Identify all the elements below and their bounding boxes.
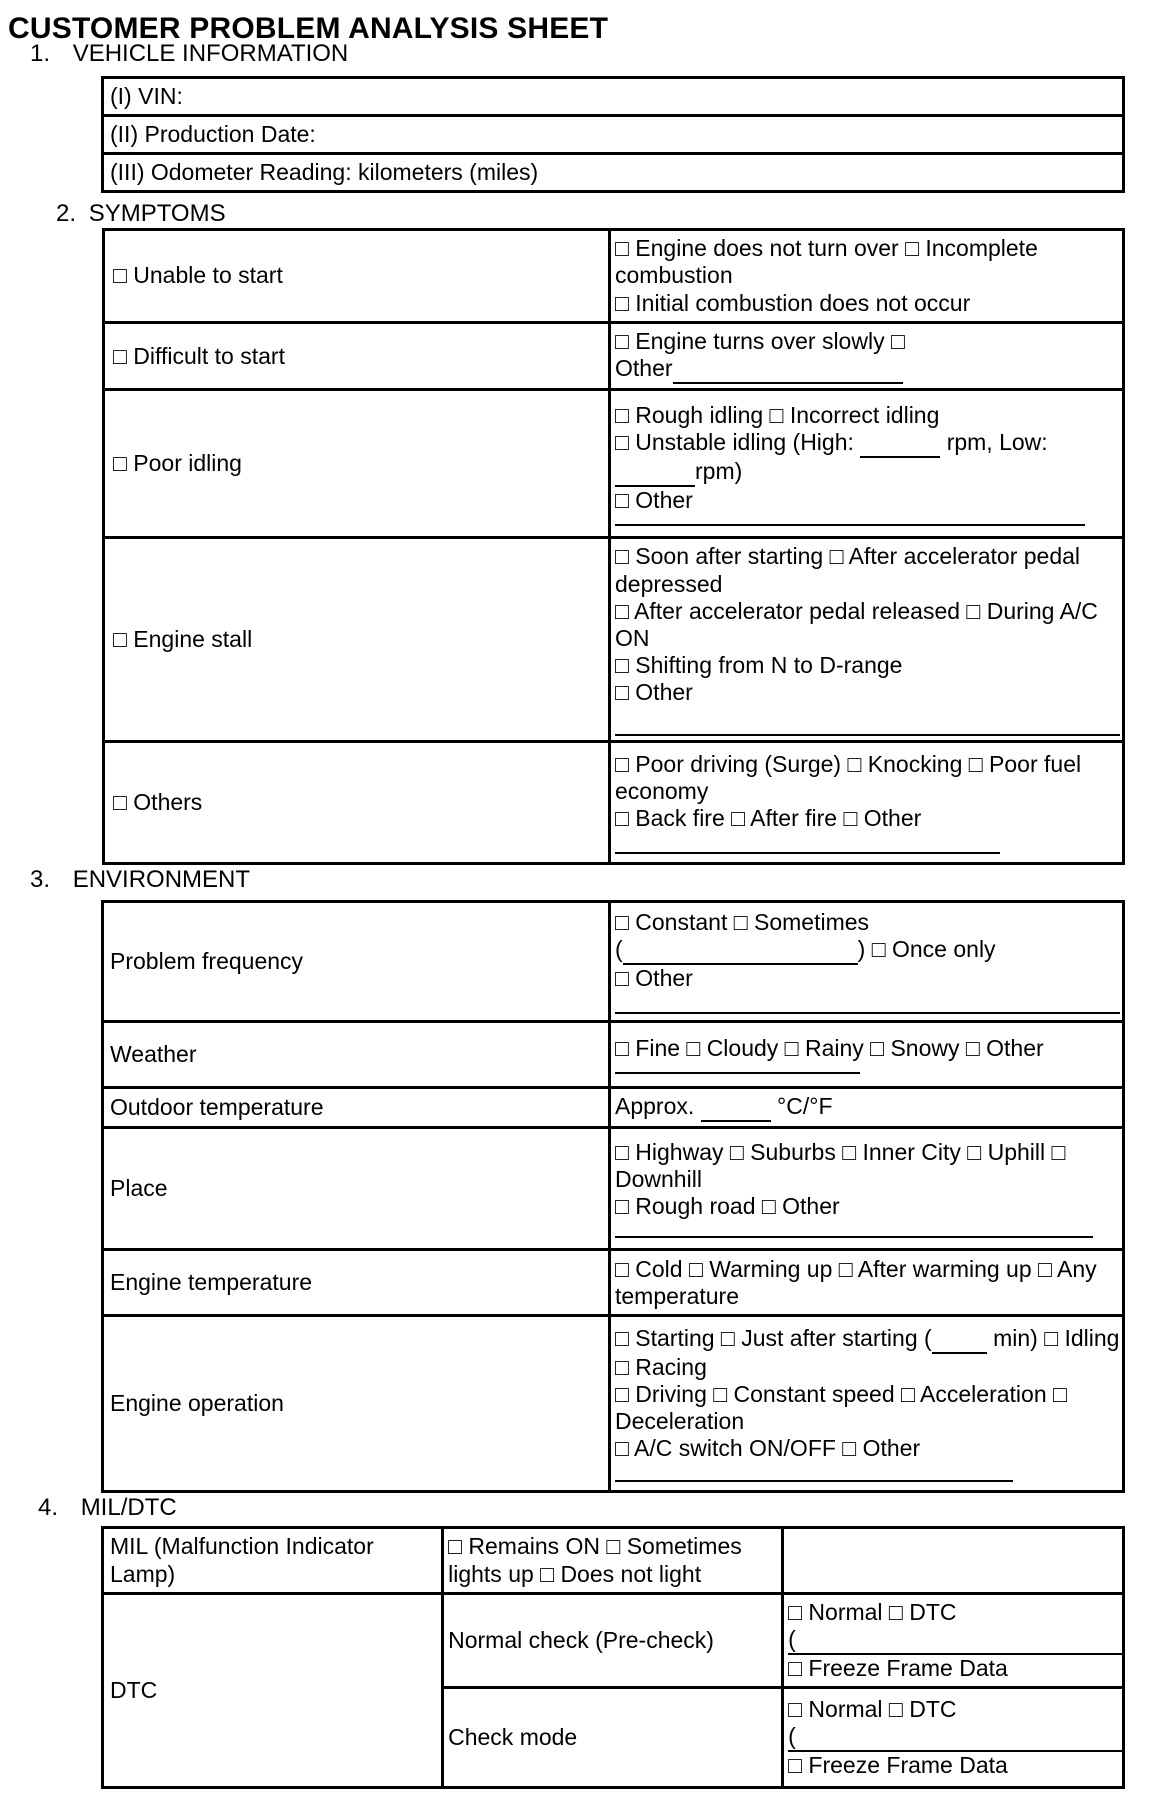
normal-check-label: Normal check (Pre-check) — [443, 1594, 783, 1688]
mil-row — [103, 1528, 1124, 1594]
option-line: □ Poor driving (Surge) □ Knocking □ Poor fuel economy — [615, 751, 1082, 805]
engine-temperature-label: Engine temperature — [103, 1250, 610, 1316]
environment-row — [103, 902, 1124, 1022]
rpm-low-label: rpm, Low: — [946, 428, 1048, 455]
approx-label: Approx. — [615, 1093, 695, 1119]
mil-label: MIL (Malfunction Indicator Lamp) — [103, 1528, 443, 1594]
section-heading-mil-dtc — [38, 1494, 177, 1522]
option-line: □ Engine turns over slowly □ — [615, 328, 905, 354]
symptom-row — [104, 742, 1124, 864]
check-mode-options[interactable] — [783, 1688, 1124, 1788]
option-line-wrapper — [615, 355, 1120, 384]
option-line: □ Freeze Frame Data — [788, 1752, 1008, 1779]
option-line: □ Driving □ Constant speed □ Acceleration □ Deceleration — [615, 1381, 1067, 1435]
engine-stall-options[interactable] — [610, 538, 1124, 742]
environment-row — [103, 1088, 1124, 1128]
option-line: □ Shifting from N to D-range — [615, 651, 903, 678]
vin-field[interactable]: (I) VIN: — [103, 78, 1124, 116]
section-title: ENVIRONMENT — [72, 866, 251, 893]
environment-table — [101, 900, 1125, 1493]
symptom-row — [104, 323, 1124, 390]
engine-stall-checkbox[interactable]: □ Engine stall — [104, 538, 610, 742]
temperature-blank[interactable] — [701, 1093, 771, 1122]
environment-row — [103, 1316, 1124, 1492]
option-line: □ Cold □ Warming up □ After warming up □ Any temperature — [615, 1255, 1097, 1309]
option-line: □ Freeze Frame Data — [788, 1655, 1008, 1682]
dtc-label: DTC — [103, 1594, 443, 1788]
place-options[interactable] — [610, 1128, 1124, 1250]
option-line: □ Constant □ Sometimes — [615, 908, 870, 935]
option-line: □ Soon after starting □ After accelerator pedal depressed — [615, 543, 1081, 597]
environment-row — [103, 1128, 1124, 1250]
normal-check-options[interactable] — [783, 1594, 1124, 1688]
symptoms-table — [102, 228, 1125, 865]
other-blank[interactable] — [673, 355, 903, 384]
rpm-close-label: rpm) — [695, 457, 743, 484]
option-line: □ Rough road □ Other — [615, 1193, 840, 1220]
difficult-to-start-options[interactable] — [610, 323, 1124, 390]
problem-frequency-label: Problem frequency — [103, 902, 610, 1022]
odometer-field[interactable]: (III) Odometer Reading: kilometers (miles) — [103, 154, 1124, 192]
option-line: □ Other — [615, 679, 693, 705]
page-title: CUSTOMER PROBLEM ANALYSIS SHEET — [8, 12, 609, 45]
rpm-low-blank[interactable] — [615, 458, 695, 487]
option-line: □ Other — [615, 965, 693, 992]
engine-temperature-options[interactable] — [610, 1250, 1124, 1316]
outdoor-temperature-options[interactable] — [610, 1088, 1124, 1128]
option-line-wrapper — [615, 429, 1120, 458]
section-number: 2. — [56, 200, 77, 227]
difficult-to-start-checkbox[interactable]: □ Difficult to start — [104, 323, 610, 390]
production-date-field[interactable]: (II) Production Date: — [103, 116, 1124, 154]
option-line: □ Fine □ Cloudy □ Rainy □ Snowy □ Other — [615, 1034, 1044, 1061]
unstable-idling-label: □ Unstable idling (High: — [615, 428, 854, 455]
symptom-row — [104, 538, 1124, 742]
section-number: 1. — [30, 40, 51, 67]
option-line: □ A/C switch ON/OFF □ Other — [615, 1435, 921, 1462]
idling-racing-options: min) □ Idling □ Racing — [615, 1324, 1120, 1380]
sometimes-blank[interactable] — [623, 936, 858, 965]
unable-to-start-options[interactable] — [610, 230, 1124, 323]
other-blank[interactable] — [615, 992, 1120, 1014]
dtc-blank[interactable]: ( — [788, 1723, 1122, 1752]
option-line: □ After accelerator pedal released □ During A/C ON — [615, 597, 1098, 651]
others-checkbox[interactable]: □ Others — [104, 742, 610, 864]
section-title: SYMPTOMS — [88, 200, 226, 227]
section-heading-vehicle-information — [30, 40, 348, 68]
outdoor-temperature-label: Outdoor temperature — [103, 1088, 610, 1128]
option-line: □ Rough idling □ Incorrect idling — [615, 401, 940, 428]
others-options[interactable] — [610, 742, 1124, 864]
section-heading-symptoms — [56, 200, 226, 228]
minutes-blank[interactable] — [932, 1325, 987, 1354]
section-title: VEHICLE INFORMATION — [72, 40, 349, 67]
mil-dtc-table — [101, 1526, 1125, 1789]
option-line: □ Normal □ DTC — [788, 1696, 957, 1723]
weather-label: Weather — [103, 1022, 610, 1088]
other-blank[interactable] — [615, 514, 1085, 526]
option-line: □ Normal □ DTC — [788, 1599, 957, 1625]
mil-options[interactable]: □ Remains ON □ Sometimes lights up □ Does not light — [443, 1528, 783, 1594]
poor-idling-options[interactable] — [610, 390, 1124, 538]
check-mode-label: Check mode — [443, 1688, 783, 1788]
option-line-wrapper — [615, 458, 1120, 487]
temperature-unit: °C/°F — [777, 1093, 833, 1119]
section-heading-environment — [30, 866, 250, 894]
section-number: 4. — [38, 1494, 59, 1521]
vehicle-information-table — [101, 76, 1125, 193]
other-blank[interactable] — [615, 1220, 1093, 1238]
environment-row — [103, 1022, 1124, 1088]
option-line: □ Back fire □ After fire □ Other — [615, 805, 922, 832]
poor-idling-checkbox[interactable]: □ Poor idling — [104, 390, 610, 538]
option-line: □ Engine does not turn over □ Incomplete combustion — [615, 235, 1038, 289]
option-line: □ Initial combustion does not occur — [615, 289, 971, 316]
problem-frequency-options[interactable] — [610, 902, 1124, 1022]
other-blank[interactable] — [615, 1062, 860, 1074]
environment-row — [103, 1250, 1124, 1316]
option-line-wrapper — [615, 1325, 1120, 1381]
section-number: 3. — [30, 866, 51, 893]
other-label: Other — [615, 355, 673, 382]
rpm-high-blank[interactable] — [860, 429, 940, 458]
engine-operation-options[interactable] — [610, 1316, 1124, 1492]
weather-options[interactable] — [610, 1022, 1124, 1088]
dtc-blank[interactable]: ( — [788, 1626, 1122, 1655]
symptom-row — [104, 390, 1124, 538]
engine-operation-label: Engine operation — [103, 1316, 610, 1492]
symptom-row — [104, 230, 1124, 323]
section-title: MIL/DTC — [80, 1494, 177, 1521]
option-line: □ Highway □ Suburbs □ Inner City □ Uphill □ Downhill — [615, 1138, 1066, 1193]
unable-to-start-checkbox[interactable]: □ Unable to start — [104, 230, 610, 323]
paren-open: ( — [615, 935, 623, 962]
dtc-row — [103, 1594, 1124, 1688]
mil-empty-cell — [783, 1528, 1124, 1594]
option-line: □ Other — [615, 486, 693, 513]
other-blank[interactable] — [615, 706, 1120, 736]
once-only-option: ) □ Once only — [857, 935, 996, 962]
place-label: Place — [103, 1128, 610, 1250]
starting-options: □ Starting □ Just after starting ( — [615, 1324, 932, 1351]
other-blank[interactable] — [615, 832, 1000, 854]
option-line-wrapper — [615, 936, 1120, 965]
other-blank[interactable] — [615, 1462, 1013, 1482]
